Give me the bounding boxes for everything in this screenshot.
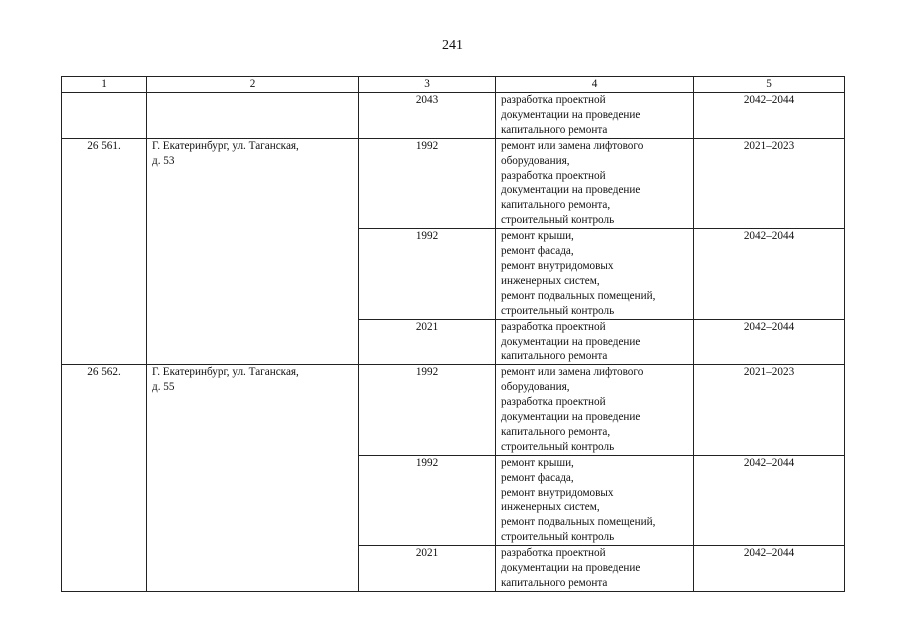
column-header-5: 5 [694,77,845,93]
work-type-line: инженерных систем, [501,501,600,514]
work-type-line: капитального ремонта [501,123,608,136]
work-type-cell [496,365,694,455]
period-cell: 2021–2023 [694,365,845,455]
period-cell: 2042–2044 [694,93,845,139]
work-type-line: документации на проведение [501,184,641,197]
work-type-line: строительный контроль [501,531,615,544]
work-type-cell [496,229,694,319]
work-type-line: ремонт подвальных помещений, [501,516,656,529]
work-type-line: разработка проектной [501,396,606,409]
address-line: Г. Екатеринбург, ул. Таганская, [152,366,299,379]
work-type-cell [496,138,694,228]
work-type-line: ремонт фасада, [501,471,574,484]
work-type-line: капитального ремонта [501,577,608,589]
work-type-line: оборудования, [501,154,570,167]
repair-schedule-table [61,76,845,592]
work-type-line: ремонт фасада, [501,245,574,258]
work-type-line: строительный контроль [501,304,615,317]
year-cell: 1992 [359,229,496,319]
object-number-cell: 26 561. [62,138,147,365]
column-header-4: 4 [496,77,694,93]
year-cell: 2021 [359,546,496,592]
year-cell: 2021 [359,319,496,365]
work-type-line: ремонт крыши, [501,456,574,469]
work-type-line: оборудования, [501,381,570,394]
work-type-line: документации на проведение [501,411,641,424]
work-type-line: капитального ремонта, [501,425,611,438]
work-type-line: капитального ремонта [501,350,608,363]
address-line: Г. Екатеринбург, ул. Таганская, [152,139,299,152]
period-cell: 2021–2023 [694,138,845,228]
work-type-line: строительный контроль [501,214,615,227]
column-header-3: 3 [359,77,496,93]
year-cell: 1992 [359,455,496,545]
address-cell [147,138,359,365]
table-body [62,93,845,592]
period-cell: 2042–2044 [694,229,845,319]
table-header [62,77,845,93]
work-type-line: ремонт или замена лифтового [501,366,644,379]
work-type-cell [496,455,694,545]
period-cell: 2042–2044 [694,319,845,365]
address-line: д. 53 [152,154,175,167]
work-type-line: ремонт или замена лифтового [501,139,644,152]
work-type-line: документации на проведение [501,108,641,121]
table-row [62,138,845,228]
object-number-cell: 26 562. [62,365,147,592]
year-cell: 2043 [359,93,496,139]
table-row [62,93,845,139]
header-row [62,77,845,93]
work-type-cell [496,93,694,139]
work-type-line: строительный контроль [501,440,615,453]
work-type-line: ремонт крыши, [501,230,574,243]
work-type-line: разработка проектной [501,320,606,333]
work-type-line: ремонт внутридомовых [501,259,614,272]
column-header-1: 1 [62,77,147,93]
column-header-2: 2 [147,77,359,93]
address-line: д. 55 [152,381,175,394]
period-cell: 2042–2044 [694,455,845,545]
work-type-line: ремонт внутридомовых [501,486,614,499]
address-cell [147,93,359,139]
year-cell: 1992 [359,138,496,228]
address-cell [147,365,359,592]
year-cell: 1992 [359,365,496,455]
work-type-line: документации на проведение [501,335,641,348]
work-type-line: инженерных систем, [501,274,600,287]
work-type-line: ремонт подвальных помещений, [501,289,656,302]
work-type-line: разработка проектной [501,547,606,560]
work-type-line: разработка проектной [501,169,606,182]
work-type-line: документации на проведение [501,562,641,575]
page-number: 241 [442,38,463,53]
work-type-line: разработка проектной [501,94,606,106]
period-cell: 2042–2044 [694,546,845,592]
table-row [62,365,845,455]
work-type-cell [496,546,694,592]
work-type-cell [496,319,694,365]
work-type-line: капитального ремонта, [501,199,611,212]
object-number-cell [62,93,147,139]
